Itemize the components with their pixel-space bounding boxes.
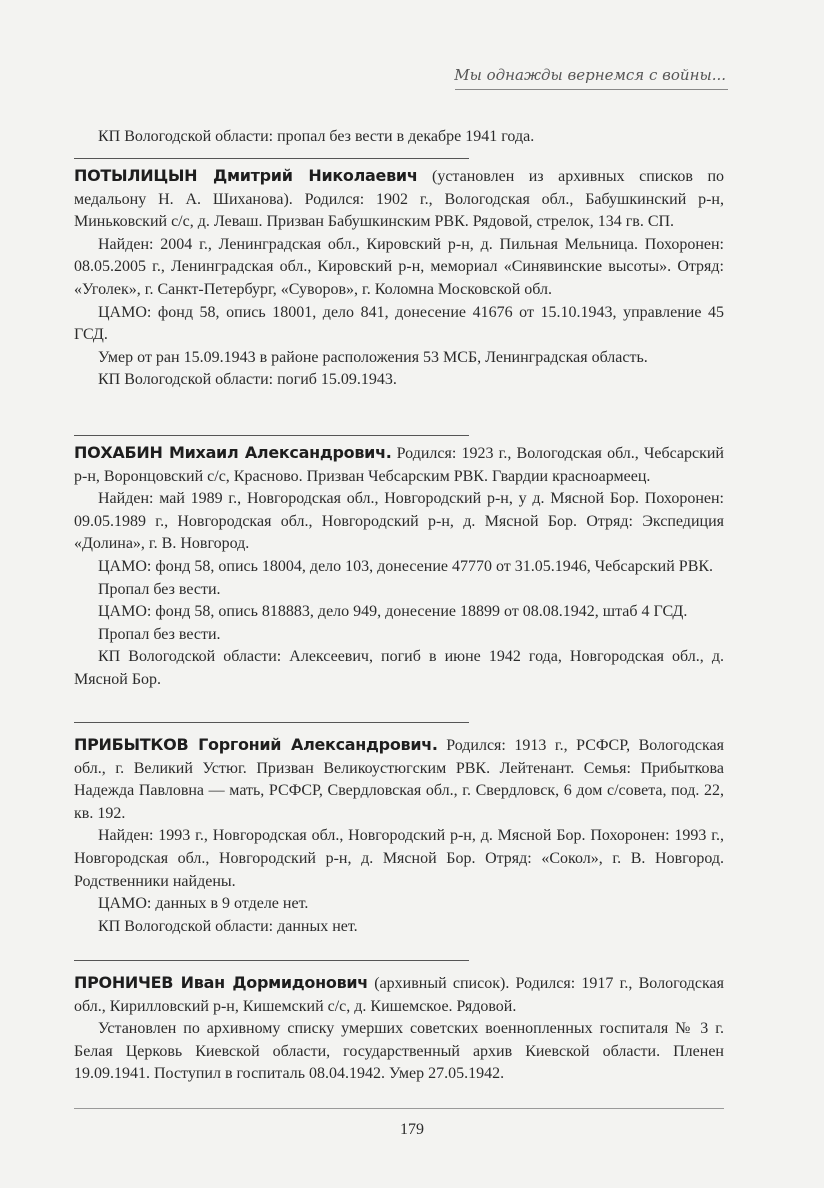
entry-divider bbox=[74, 722, 469, 723]
entry-intro-text: (установлен из архивных списков по медальону Н. А. Шиханова). Родился: 1902 г., Вологодская обл., Бабушкинский р-н, Миньковский с/с, д. Леваш. Призван Бабушкинским РВК. Рядовой, стрелок, 134 гв. СП. bbox=[74, 168, 725, 231]
entry-paragraph: Установлен по архивному списку умерших советских военнопленных госпиталя № 3 г. Белая Церковь Киевской области, государственный архив Киевской области. Пленен 19.09.1941. Поступил в госпиталь 08.04.1942. Умер 27.05.1942. bbox=[74, 1020, 724, 1083]
footer-divider bbox=[74, 1108, 724, 1109]
entry-intro-text: Родился: 1923 г., Вологодская обл., Чебсарский р-н, Воронцовский с/с, Красново. Призван Чебсарским РВК. Гвардии красноармеец. bbox=[74, 445, 724, 485]
entry-paragraph: Умер от ран 15.09.1943 в районе расположения 53 МСБ, Ленинградская область. bbox=[98, 348, 648, 366]
running-header: Мы однажды вернемся с войны... bbox=[454, 66, 726, 84]
entry-paragraph: ЦАМО: фонд 58, опись 18004, дело 103, донесение 47770 от 31.05.1946, Чебсарский РВК. bbox=[98, 557, 714, 575]
entry-paragraph: КП Вологодской области: погиб 15.09.1943. bbox=[98, 371, 397, 389]
entry-paragraph: ЦАМО: данных в 9 отделе нет. bbox=[98, 895, 309, 913]
entry-intro-paragraph bbox=[74, 972, 724, 1018]
entry-paragraph: Пропал без вести. bbox=[98, 580, 221, 598]
entry-paragraph: КП Вологодской области: данных нет. bbox=[98, 917, 358, 935]
entry bbox=[74, 972, 724, 1086]
entry-paragraph: КП Вологодской области: Алексеевич, погиб в июне 1942 года, Новгородская обл., д. Мясной Бор. bbox=[74, 648, 724, 688]
entry-intro-text: Родился: 1913 г., РСФСР, Вологодская обл., г. Великий Устюг. Призван Великоустюгским РВК. Лейтенант. Семья: Прибыткова Надежда Павловна — мать, РСФСР, Свердловская обл., г. Свердловск, 6 дом с/совета, под. 22, кв. 192. bbox=[74, 737, 725, 822]
carryover-text: КП Вологодской области: пропал без вести в декабре 1941 года. bbox=[98, 128, 535, 145]
entry-divider bbox=[74, 960, 469, 961]
entry bbox=[74, 165, 724, 392]
entry-paragraph: ЦАМО: фонд 58, опись 18001, дело 841, донесение 41676 от 15.10.1943, управление 45 ГСД. bbox=[74, 303, 724, 344]
person-name: ПОТЫЛИЦЫН Дмитрий Николаевич bbox=[74, 166, 418, 185]
entry-paragraph: Пропал без вести. bbox=[98, 625, 221, 643]
person-name: ПРОНИЧЕВ Иван Дормидонович bbox=[74, 973, 368, 992]
entry-paragraph: Найден: май 1989 г., Новгородская обл., Новгородский р-н, у д. Мясной Бор. Похоронен: 09.05.1989 г., Новгородская обл., Новгородский р-н, д. Мясной Бор. Отряд: Экспедиция «Долина», г. В. Новгород. bbox=[74, 490, 724, 553]
entry-intro-paragraph bbox=[74, 165, 724, 234]
person-name: ПРИБЫТКОВ Горгоний Александрович. bbox=[74, 735, 438, 754]
entry-paragraph: Найден: 2004 г., Ленинградская обл., Кировский р-н, д. Пильная Мельница. Похоронен: 08.05.2005 г., Ленинградская обл., Кировский р-н, мемориал «Синявинские высоты». Отряд: «Уголек», г. Санкт-Петербург, «Суворов», г. Коломна Московской обл. bbox=[74, 235, 724, 298]
entry-intro-paragraph bbox=[74, 442, 724, 488]
entry-divider bbox=[74, 158, 469, 159]
entry-intro-paragraph bbox=[74, 734, 724, 825]
entry bbox=[74, 734, 724, 938]
entry-intro-text: (архивный список). Родился: 1917 г., Вологодская обл., Кирилловский р-н, Кишемский с/с, д. Кишемское. Рядовой. bbox=[74, 975, 725, 1015]
carryover-paragraph bbox=[74, 126, 724, 149]
entry-divider bbox=[74, 435, 469, 436]
entry-paragraph: ЦАМО: фонд 58, опись 818883, дело 949, донесение 18899 от 08.08.1942, штаб 4 ГСД. bbox=[98, 603, 688, 621]
header-divider bbox=[455, 89, 728, 90]
entry bbox=[74, 442, 724, 692]
person-name: ПОХАБИН Михаил Александрович. bbox=[74, 443, 392, 462]
entry-paragraph: Найден: 1993 г., Новгородская обл., Новгородский р-н, д. Мясной Бор. Похоронен: 1993 г., Новгородская обл., Новгородский р-н, д. Мясной Бор. Отряд: «Сокол», г. В. Новгород. Родственники найдены. bbox=[74, 827, 724, 890]
page-number: 179 bbox=[400, 1121, 424, 1138]
